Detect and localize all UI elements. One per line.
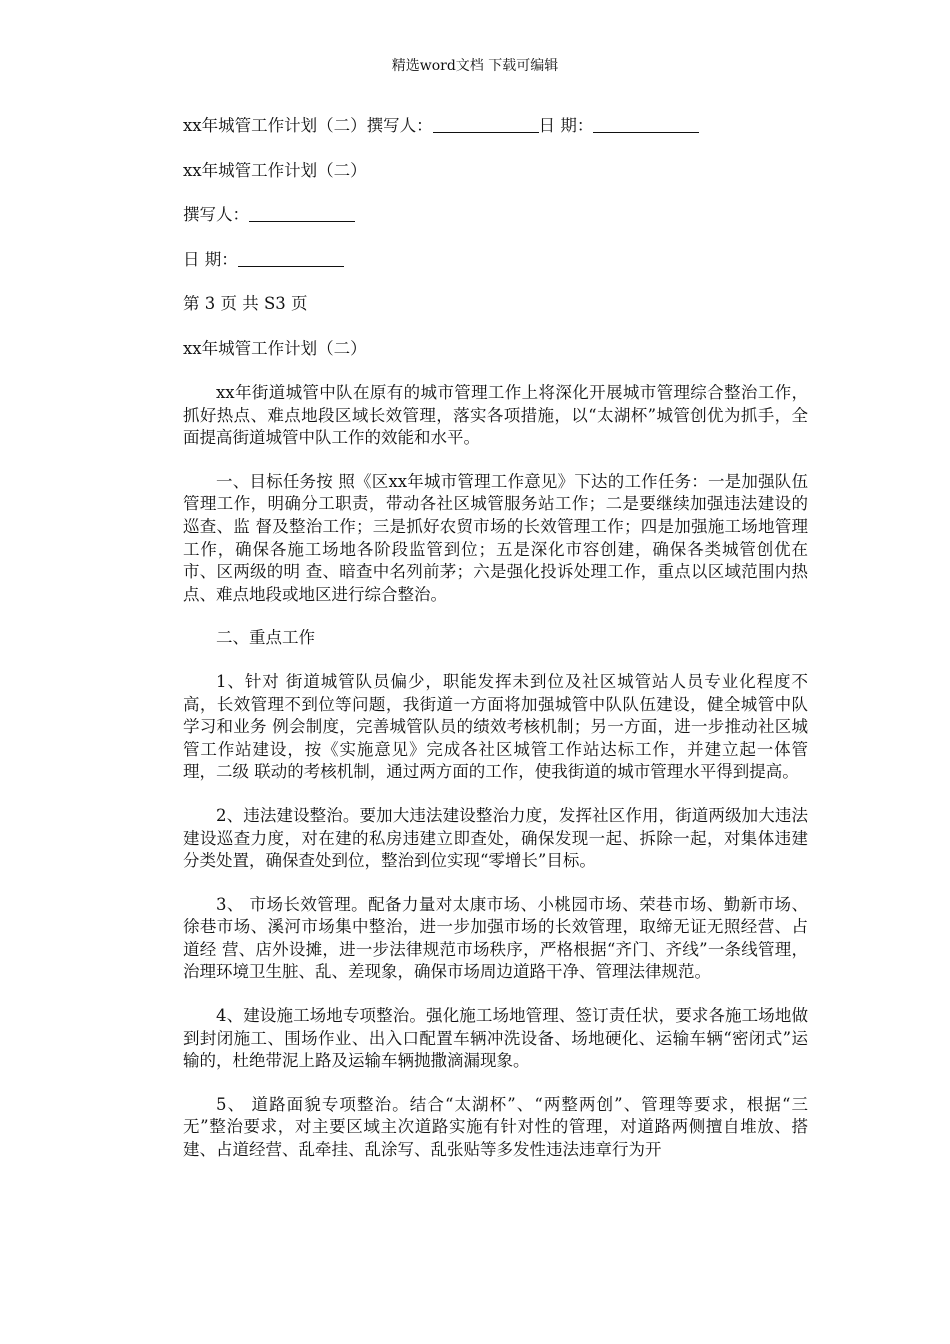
page-header: 精选word文档 下载可编辑 [391,58,559,74]
date-label: 日 期： [183,249,238,269]
author-line [183,204,808,226]
date-blank [238,250,344,267]
paragraph-item-5: 5、 道路面貌专项整治。结合“太湖杯”、“两整两创”、管理等要求，根据“三无”整治要求，对主要区域主次道路实施有针对性的管理，对道路两侧擅自堆放、搭 建、占道经营、乱牵挂、乱涂写、乱张贴等多发性违法违章行为开 [183,1094,808,1160]
section-heading-key-work: 二、重点工作 [216,628,315,648]
page-number: 第 3 页 共 S3 页 [183,294,308,313]
date-blank [593,116,699,133]
date-label: 日 期： [538,116,594,135]
author-blank [249,205,355,222]
author-label: 撰写人： [183,205,249,224]
paragraph-goals: 一、目标任务按 照《区xx年城市管理工作意见》下达的工作任务：一是加强队伍管理工作，明确分工职责，带动各社区城管服务站工作；二是要继续加强违法建设的巡查、监 督及整治工作；三是抓好农贸市场的长效管理工作；四是加强施工场地管理工作，确保各施工场地各阶段监管到位；五是深化市容创建，确保各类城管创优在市、区两级的明 查、暗查中名列前茅；六是强化投诉处理工作，重点以区域范围内热点、难点地段或地区进行综合整治。 [183,471,808,604]
doc-title-repeat: xx年城管工作计划（二） [183,338,367,358]
author-blank [433,116,539,133]
paragraph-item-3: 3、 市场长效管理。配备力量对太康市场、小桃园市场、荣巷市场、勤新市场、徐巷市场、溪河市场集中整治，进一步加强市场的长效管理，取缔无证无照经营、占道经 营、店外设摊，进一步法律规范市场秩序，严格根据“齐门、齐线”一条线管理，治理环境卫生脏、乱、差现象，确保市场周边道路干净、管理法律规范。 [183,894,808,982]
paragraph-item-2: 2、违法建设整治。要加大违法建设整治力度，发挥社区作用，街道两级加大违法建设巡查力度，对在建的私房违建立即查处，确保发现一起、拆除一起，对集体违建分类处置，确保查处到位，整治到位实现“零增长”目标。 [183,805,808,871]
doc-title: xx年城管工作计划（二） [183,160,367,180]
paragraph-item-1: 1、针对 街道城管队员偏少，职能发挥未到位及社区城管站人员专业化程度不高，长效管理不到位等问题，我街道一方面将加强城管中队队伍建设，健全城管中队学习和业务 例会制度，完善城管队员的绩效考核机制；另一方面，进一步推动社区城管工作站建设，按《实施意见》完成各社区城管工作站达标工作，并建立起一体管理，二级 联动的考核机制，通过两方面的工作，使我街道的城市管理水平得到提高。 [183,671,808,782]
paragraph-intro: xx年街道城管中队在原有的城市管理工作上将深化开展城市管理综合整治工作，抓好热点、难点地段区域长效管理，落实各项措施，以“太湖杯”城管创优为抓手，全面提高街道城管中队工作的效能和水平。 [183,383,808,448]
date-line [183,249,808,271]
title-author-label: xx年城管工作计划（二）撰写人： [183,116,433,135]
title-line-with-author-date [183,115,808,137]
paragraph-item-4: 4、建设施工场地专项整治。强化施工场地管理、签订责任状，要求各施工场地做到封闭施工、围场作业、出入口配置车辆冲洗设备、场地硬化、运输车辆“密闭式”运输的，杜绝带泥上路及运输车辆抛撒滴漏现象。 [183,1006,808,1071]
document-body [183,115,808,1183]
